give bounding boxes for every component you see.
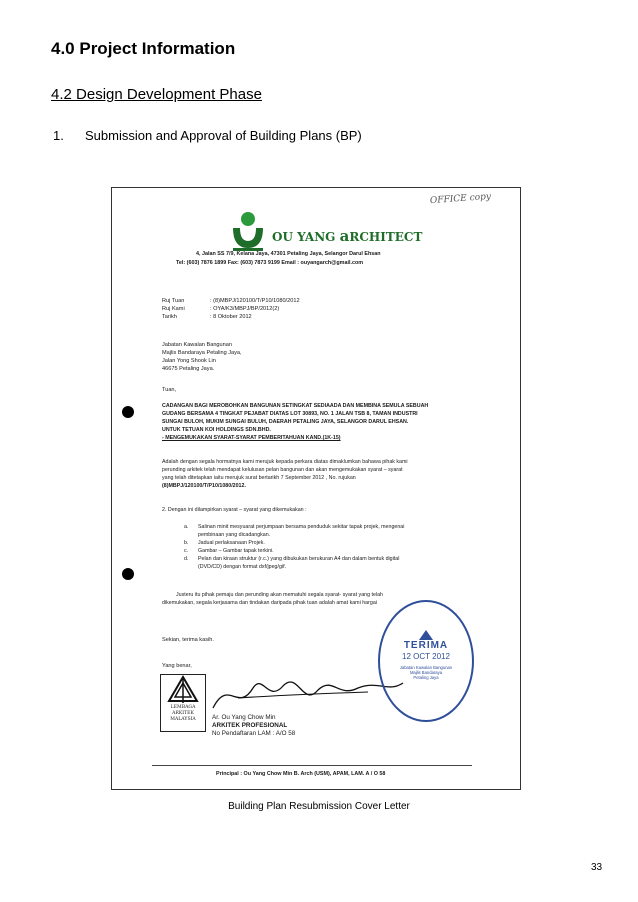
paragraph-1: Adalah dengan segala hormatnya kami merujuk kepada perkara diatas dimaklumkan bahawa pihak kami perunding arkitek telah mendapat kelulusan pelan bangunan dan akan mengemukakan syarat – syarat yang telah ditetapkan iaitu merujuk surat bertarikh 7 September 2012 , No. rujukan (8)MBPJ/120100/T/P10/1080/2012. [162,459,408,489]
subsection-title: 4.2 Design Development Phase [51,86,262,103]
recipient-address: Jabatan Kawalan Bangunan Majlis Bandaraya Petaling Jaya, Jalan Yong Shook Lin 46675 Petaling Jaya. [162,342,242,372]
scanned-letter [111,187,521,790]
figure-caption: Building Plan Resubmission Cover Letter [228,801,410,812]
handwritten-signature [208,668,408,718]
sign-off: Yang benar, [162,663,192,669]
signatory-title: ARKITEK PROFESIONAL [212,722,288,729]
company-name [272,227,423,245]
company-name-prefix: OU YANG [272,230,340,244]
enclosure-item: d. Pelan dan kiraan struktur (r.c.) yang dibukukan berukuran A4 dan dalam bentuk digital [184,556,400,562]
handwritten-note: OFFICE copy [429,191,492,207]
ref-row: Tarikh : 8 Oktober 2012 [162,314,252,320]
ref-row: Ruj Kami : OYA/K3/MBPJ/BP/2012(2) [162,306,280,312]
paragraph-2-intro: 2. Dengan ini dilampirkan syarat – syarat yang dikemukakan : [162,507,307,513]
ref-row: Ruj Tuan : (8)MBPJ/120100/T/P10/1080/2012 [162,298,300,304]
stamp-date: 12 OCT 2012 [402,652,450,661]
section-title: 4.0 Project Information [51,39,236,58]
subject-block: CADANGAN BAGI MEROBOHKAN BANGUNAN SETINGKAT SEDIAADA DAN MEMBINA SEMULA SEBUAH GUDANG BERSAMA 4 TINGKAT PEJABAT DIATAS LOT 30893, NO. 1 JALAN TSB 8, TAMAN INDUSTRI SUNGAI BULOH, MUKIM SUNGAI BULUH, DAERAH PETALING JAYA, SELANGOR DARUL EHSAN. UNTUK TETUAN KOI HOLDINGS SDN.BHD. - MENGEMUKAKAN SYARAT-SYARAT PEMBERITAHUAN KAND.(1K-15) [162,403,429,441]
company-name-a: a [339,227,350,245]
address-line: 4, Jalan SS 7/9, Kelana Jaya, 47301 Petaling Jaya, Selangor Darul Ehsan [196,251,381,257]
enclosure-list [184,523,404,571]
closing: Sekian, terima kasih. [162,637,214,643]
contact-line: Tel: (603) 7876 1899 Fax: (603) 7873 9199 Email : ouyangarch@gmail.com [176,260,364,266]
company-name-suffix: RCHITECT [349,230,423,244]
punch-hole [122,568,134,580]
lam-seal-emblem [161,675,205,705]
received-stamp: TERIMA 12 OCT 2012 Jabatan Kawalan Bangunan Majlis Bandaraya Petaling Jaya [378,600,474,722]
lam-seal: LEMBAGA ARKITEK MALAYSIA [160,674,206,732]
list-item-text: Submission and Approval of Building Plans (BP) [85,128,362,143]
punch-hole [122,406,134,418]
paragraph-3: Justeru itu pihak pemaju dan perunding akan mematuhi segala syarat- syarat yang telah dikemukakan, segala kerjasama dan tindakan daripada pihak tuan adalah amat kami hargai [162,592,383,606]
page-number: 33 [591,862,603,873]
letter-footer-rule [152,765,472,766]
list-item-number: 1. [53,128,64,143]
reference-block [162,297,300,321]
stamp-triangle-icon [419,630,433,640]
enclosure-item: b. Jadual perlaksanaan Projek. [184,540,265,546]
enclosure-item-cont: pembinaan yang dicadangkan. [198,532,271,538]
signatory-name: Ar. Ou Yang Chow Min [212,714,276,721]
salutation: Tuan, [162,387,177,393]
company-logo [228,210,268,252]
enclosure-item: a. Salinan minit mesyuarat perjumpaan bersama penduduk sekitar tapak projek, mengenai [184,524,405,530]
enclosure-item: c. Gambar – Gambar tapak terkini. [184,548,274,554]
registration-number: No Pendaftaran LAM : A/O 58 [212,730,296,737]
letter-footer: Principal : Ou Yang Chow Min B. Arch (USM), APAM, LAM. A / O 58 [216,771,386,777]
signatory-block [212,714,295,738]
enclosure-item-cont: (DVD/CD) dengan format dxf/jpeg/gif. [198,564,287,570]
stamp-word: TERIMA [403,640,449,651]
